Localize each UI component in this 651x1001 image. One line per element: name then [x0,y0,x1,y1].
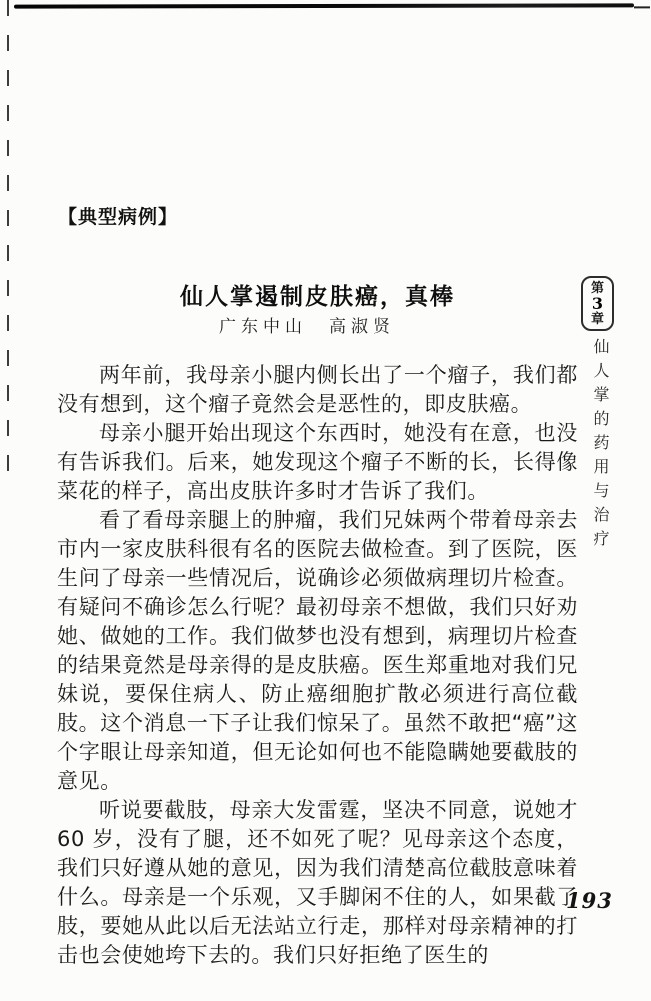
paragraph-1: 两年前，我母亲小腿内侧长出了一个瘤子，我们都没有想到，这个瘤子竟然会是恶性的，即皮肤癌。 [57,363,578,416]
paragraph-4: 听说要截肢，母亲大发雷霆，坚决不同意，说她才 60 岁，没有了腿，还不如死了呢？见母亲这个态度，我们只好遵从她的意见，因为我们清楚高位截肢意味着什么。母亲是一个乐观，又手脚闲不住的人，如果截了肢，要她从此以后无法站立行走，那样对母亲精神的打击也会使她垮下去的。我们只好拒绝了医生的 [57,798,578,967]
chapter-badge-number: 3 [591,293,604,313]
article-title: 仙人掌遏制皮肤癌，真棒 [180,284,455,311]
article-body [57,361,578,970]
author-byline: 广东中山 高淑贤 [219,317,395,337]
scan-artifact-binding-dashes [7,0,9,476]
paragraph-3: 看了看母亲腿上的肿瘤，我们兄妹两个带着母亲去市内一家皮肤科很有名的医院去做检查。到了医院，医生问了母亲一些情况后，说确诊必须做病理切片检查。有疑问不确诊怎么行呢？最初母亲不想做，我们只好劝她、做她的工作。我们做梦也没有想到，病理切片检查的结果竟然是母亲得的是皮肤癌。医生郑重地对我们兄妹说，要保住病人、防止癌细胞扩散必须进行高位截肢。这个消息一下子让我们惊呆了。虽然不敢把“癌”这个字眼让母亲知道，但无论如何也不能隐瞒她要截肢的意见。 [57,508,578,793]
chapter-badge-suffix: 章 [590,311,604,327]
chapter-badge-prefix: 第 [590,280,604,296]
chapter-badge [581,276,614,331]
scan-artifact-top-edge-line [14,3,634,8]
page-number: 193 [566,888,613,913]
section-label: 【典型病例】 [58,206,179,228]
chapter-title-vertical: 仙人掌的药用与治疗 [591,338,610,554]
paragraph-2: 母亲小腿开始出现这个东西时，她没有在意，也没有告诉我们。后来，她发现这个瘤子不断的长，长得像菜花的样子，高出皮肤许多时才告诉了我们。 [57,421,578,503]
